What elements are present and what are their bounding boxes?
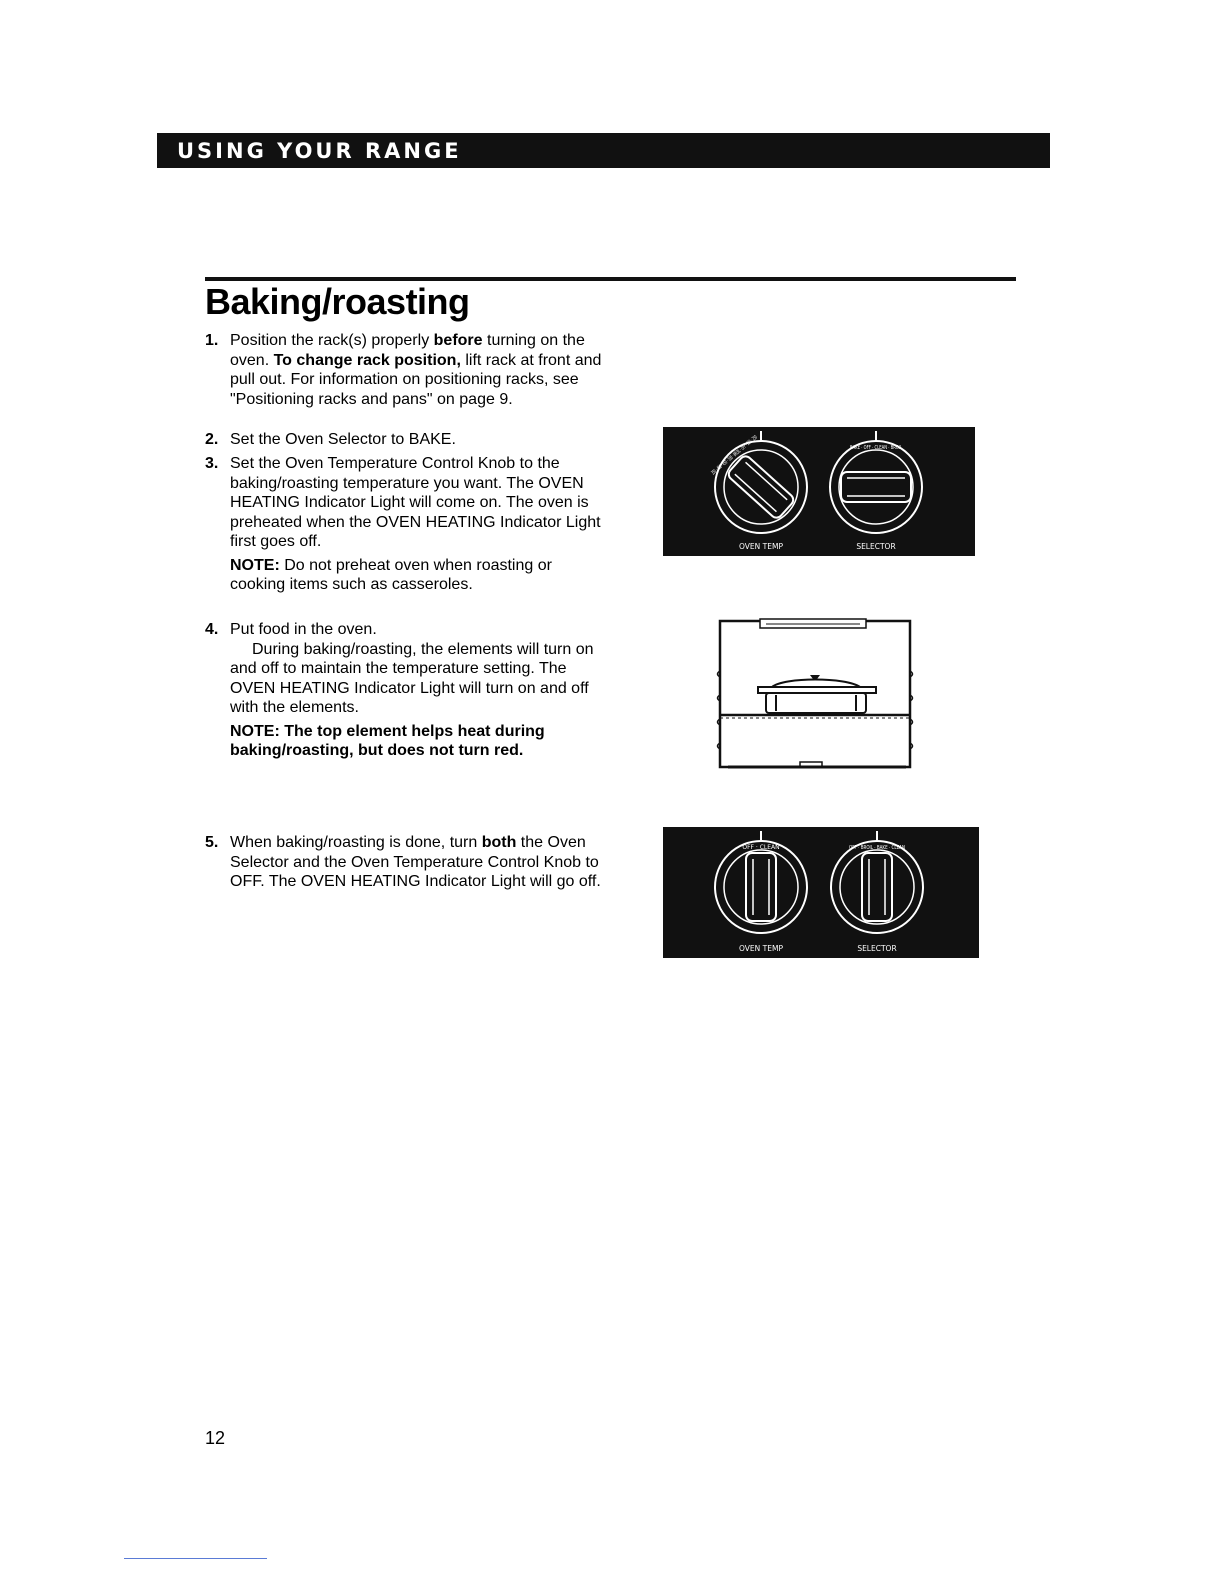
step-number: 3.	[205, 455, 219, 472]
bottom-element-icon	[728, 762, 906, 767]
step-number: 4.	[205, 621, 219, 638]
note-label: NOTE:	[230, 556, 280, 574]
step-text: Set the Oven Temperature Control Knob to the baking/roasting temperature you want. The OVEN HEATING Indicator Light will come on. The oven is preheated when the OVEN HEATING Indicator Light first goes off.	[230, 455, 601, 550]
casserole-dish-icon	[758, 675, 876, 713]
selector-dial-markings: OFF · BROIL · BAKE · CLEAN	[849, 845, 905, 851]
footer-divider	[124, 1558, 267, 1559]
step-text: Put food in the oven.	[230, 621, 377, 638]
section-header-title: USING YOUR RANGE	[177, 139, 462, 163]
page-title: Baking/roasting	[205, 281, 470, 322]
step-5	[205, 833, 605, 892]
step-text: Position the rack(s) properly before turning on the oven. To change rack position, lift rack at front and pull out. For information on positioning racks, see "Positioning racks and pans" on page 9.	[230, 332, 602, 408]
knobs-bake-figure	[663, 427, 975, 556]
emphasis: To change rack position,	[273, 351, 461, 369]
step-1	[205, 331, 605, 409]
emphasis: both	[481, 834, 517, 851]
step-number: 2.	[205, 431, 219, 448]
oven-temp-label: OVEN TEMP	[739, 944, 783, 953]
section-header-bar	[157, 133, 1050, 168]
selector-dial-markings: BAKE · OFF · CLEAN · BROIL	[850, 445, 903, 451]
step-text: During baking/roasting, the elements will turn on and off to maintain the temperature setting. The OVEN HEATING Indicator Light will turn on and off with the elements.	[230, 640, 594, 716]
step-text: When baking/roasting is done, turn both the Oven Selector and the Oven Temperature Control Knob to OFF. The OVEN HEATING Indicator Light will go off.	[230, 834, 601, 890]
step-3	[205, 454, 605, 595]
step-number: 5.	[205, 834, 219, 851]
step-4	[205, 620, 605, 761]
selector-label: SELECTOR	[857, 944, 897, 953]
step-text: Set the Oven Selector to BAKE.	[230, 431, 456, 448]
oven-temp-dial-markings: OFF · CLEAN	[742, 844, 780, 851]
step-note: NOTE: The top element helps heat during baking/roasting, but does not turn red.	[230, 722, 545, 759]
emphasis: before	[433, 332, 483, 349]
step-number: 1.	[205, 332, 219, 349]
oven-interior-figure	[714, 617, 916, 775]
oven-temp-label: OVEN TEMP	[739, 542, 783, 551]
page-number: 12	[205, 1428, 226, 1448]
oven-rack-icon	[720, 715, 910, 718]
step-note: NOTE: Do not preheat oven when roasting or cooking items such as casseroles.	[230, 556, 552, 593]
step-2	[205, 430, 605, 450]
knobs-off-figure	[663, 827, 979, 958]
selector-label: SELECTOR	[856, 542, 896, 551]
